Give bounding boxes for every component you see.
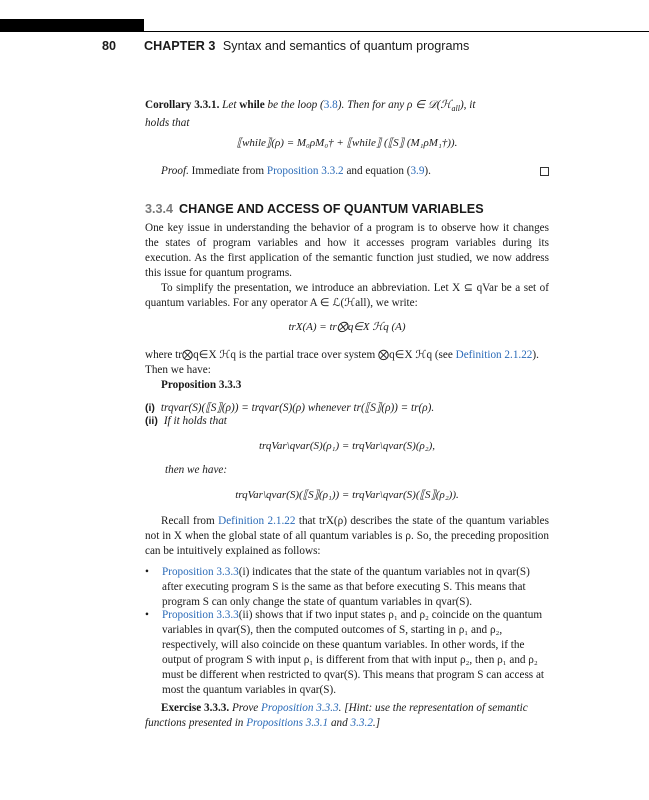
- paragraph-2: To simplify the presentation, we introduce an abbreviation. Let X ⊆ qVar be a set of quantum variables. For any operator A ∈ ℒ(ℋall), we write:: [145, 282, 549, 309]
- para3-line2: Then we have:: [145, 364, 211, 376]
- paragraph-1: One key issue in understanding the behavior of a program is to observe how it changes the states of program variables and how it accesses program variables during its execution. As the first application of the semantic function just studied, we now address this issue for quantum programs.: [145, 222, 549, 279]
- bullet-icon: •: [145, 566, 149, 578]
- para3-text: where tr⨂q∈X ℋq is the partial trace over system ⨂q∈X ℋq (see: [145, 349, 456, 361]
- exercise-text: . [Hint: use the representation of semantic functions presented in: [145, 702, 528, 729]
- section-title: CHANGE AND ACCESS OF QUANTUM VARIABLES: [179, 202, 484, 216]
- corollary-text: ), it: [459, 99, 476, 111]
- proof-text: and equation (: [343, 165, 411, 177]
- exercise-text: and: [328, 717, 351, 729]
- item-label: (ii): [145, 415, 158, 427]
- proof-label: Proof.: [161, 165, 189, 177]
- proof-text: Immediate from: [191, 165, 267, 177]
- bullet-text: (ii) shows that if two input states ρ₁ and ρ₂ coincide on the quantum variables in qvar(S), then the computed outcomes of S, starting in ρ₁ and ρ₂, respectively, will also coincide on these quantum variables. In other words, if the output of program S with input ρ₁ is different from that with input ρ₂, then ρ₁ and ρ₂ must be different when restricted to qvar(S). This means that program S can access at most the quantum variables in qvar(S).: [162, 609, 545, 696]
- item-text: trqvar(S)(⟦S⟧(ρ)) = trqvar(S)(ρ) whenever tr(⟦S⟧(ρ)) = tr(ρ).: [160, 402, 435, 414]
- eq-ref-link[interactable]: 3.9: [410, 165, 425, 177]
- exercise-text: Prove: [231, 702, 262, 714]
- bullet-item-2: [162, 608, 549, 698]
- proposition-ref-link[interactable]: Proposition 3.3.3: [162, 609, 239, 621]
- proof-text: ).: [424, 165, 431, 177]
- proposition-equation-2: trqVar\qvar(S)(⟦S⟧(ρ₁)) = trqVar\qvar(S)(⟦S⟧(ρ₂)).: [235, 489, 459, 501]
- proposition-ref-link[interactable]: Proposition 3.3.3: [261, 702, 339, 714]
- proposition-ref-link[interactable]: Propositions 3.3.1: [246, 717, 329, 729]
- paragraph-3: [145, 348, 549, 378]
- corollary: [145, 98, 549, 131]
- corollary-text: ). Then for any ρ ∈ 𝒟(ℋ: [337, 99, 452, 111]
- para4-text: Recall from: [161, 515, 219, 527]
- item-text: If it holds that: [163, 415, 227, 427]
- proposition-label: Proposition 3.3.3: [161, 379, 242, 391]
- proposition-then: then we have:: [165, 464, 228, 476]
- bullet-item-1: [162, 565, 549, 610]
- header-rule: [0, 31, 649, 32]
- proposition-ref-link[interactable]: Proposition 3.3.3: [162, 566, 239, 578]
- proposition-ref-link[interactable]: Proposition 3.3.2: [266, 165, 344, 177]
- chapter-title: Syntax and semantics of quantum programs: [222, 39, 470, 53]
- definition-ref-link[interactable]: Definition 2.1.22: [455, 349, 533, 361]
- eq-ref-link[interactable]: 3.8: [323, 99, 338, 111]
- proposition-equation-1: trqVar\qvar(S)(ρ₁) = trqVar\qvar(S)(ρ₂),: [258, 440, 436, 452]
- section-heading: [145, 202, 484, 217]
- qed-square-icon: [540, 167, 549, 176]
- corollary-sub: all: [451, 104, 460, 114]
- exercise-text: .]: [372, 717, 381, 729]
- proposition-ref-link[interactable]: 3.3.2: [350, 717, 373, 729]
- para3-text: ).: [532, 349, 539, 361]
- bullet-text: (i) indicates that the state of the quantum variables not in qvar(S) after executing program S is the same as that before executing S. This means that program S can only change the state of quantum variables in qvar(S).: [162, 566, 530, 608]
- para4-text: that trX(ρ) describes the state of the quantum variables not in X when the global state of all quantum variables is ρ. So, the preceding proposition can be intuitively explained as follows:: [145, 515, 549, 557]
- corollary-keyword: while: [239, 99, 265, 111]
- corollary-equation: ⟦while⟧(ρ) = M₀ρM₀† + ⟦while⟧ (⟦S⟧ (M₁ρM₁†)).: [236, 137, 458, 149]
- trace-equation: trX(A) = tr⨂q∈X ℋq (A): [288, 321, 406, 333]
- corollary-line2: holds that: [145, 117, 190, 130]
- exercise: [145, 701, 549, 731]
- bullet-icon: •: [145, 609, 149, 621]
- item-label: (i): [145, 402, 155, 414]
- corollary-text: Let: [222, 99, 237, 111]
- proof: [161, 164, 565, 179]
- chapter-heading: [144, 38, 469, 54]
- page-number: 80: [102, 39, 117, 53]
- definition-ref-link[interactable]: Definition 2.1.22: [218, 515, 296, 527]
- corollary-label: Corollary 3.3.1.: [145, 99, 220, 111]
- proposition-item-2: [145, 414, 549, 429]
- section-number: 3.3.4: [145, 202, 174, 216]
- chapter-label: CHAPTER 3: [144, 39, 216, 53]
- corollary-text: be the loop (: [267, 99, 324, 111]
- exercise-label: Exercise 3.3.3.: [161, 702, 230, 714]
- paragraph-4: [145, 514, 549, 559]
